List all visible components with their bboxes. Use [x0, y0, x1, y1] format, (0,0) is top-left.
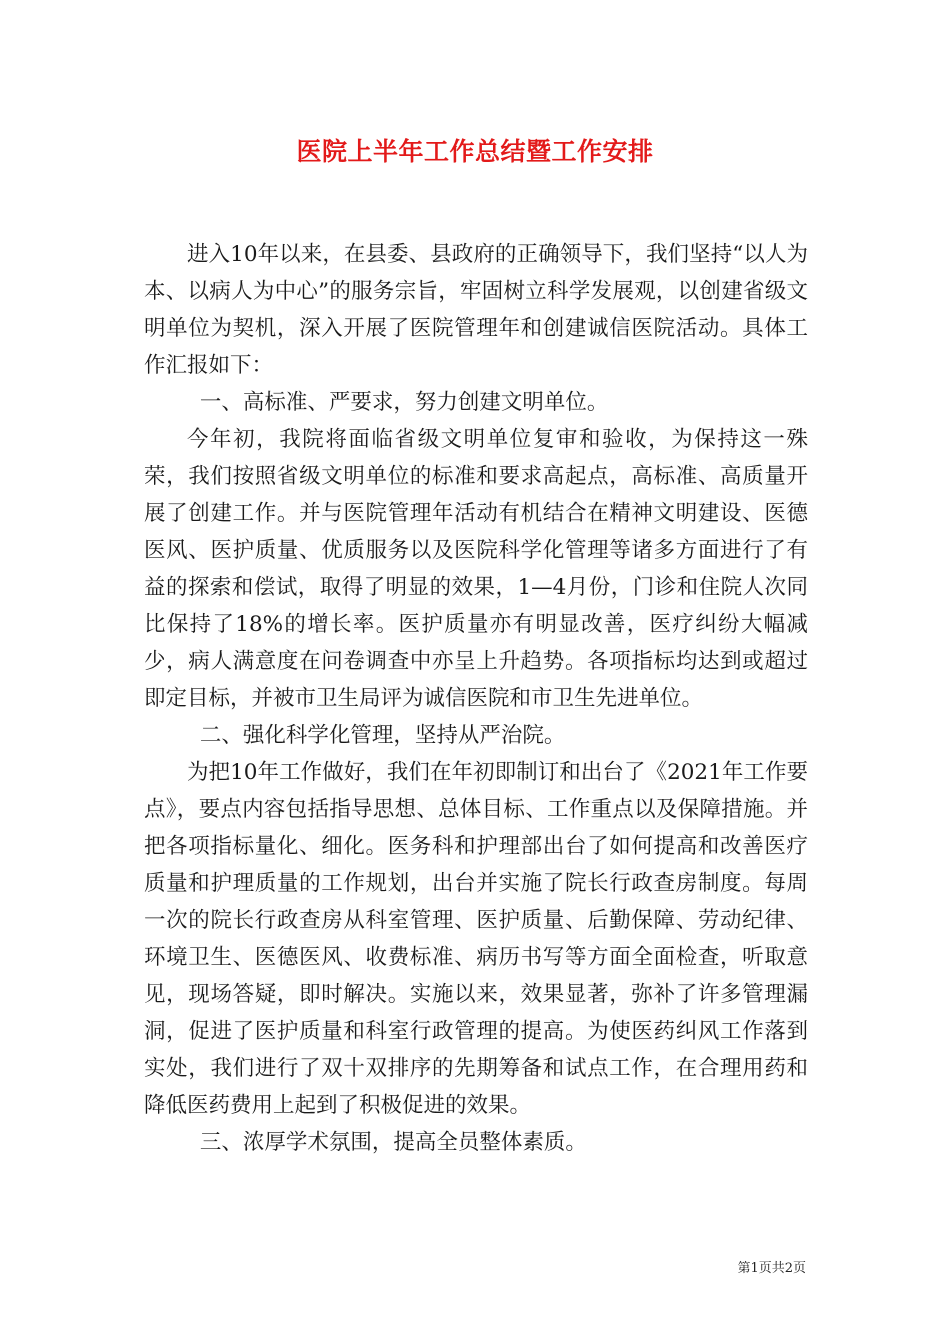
page-number: 第1页共2页 — [737, 1261, 806, 1276]
section-heading-1: 一、高标准、严要求，努力创建文明单位。 — [199, 390, 609, 415]
intro-paragraph: 进入10年以来，在县委、县政府的正确领导下，我们坚持“以人为本、以病人为中心”的服务宗旨，牢固树立科学发展观，以创建省级文明单位为契机，深入开展了医院管理年和创建诚信医院活动。具体工作汇报如下： — [144, 242, 808, 378]
section-heading-2: 二、强化科学化管理，坚持从严治院。 — [199, 723, 566, 748]
section-1-paragraph: 今年初，我院将面临省级文明单位复审和验收，为保持这一殊荣，我们按照省级文明单位的标准和要求高起点，高标准、高质量开展了创建工作。并与医院管理年活动有机结合在精神文明建设、医德医风、医护质量、优质服务以及医院科学化管理等诸多方面进行了有益的探索和偿试，取得了明显的效果，1—4月份，门诊和住院人次同比保持了18%的增长率。医护质量亦有明显改善，医疗纠纷大幅减少，病人满意度在问卷调查中亦呈上升趋势。各项指标均达到或超过即定目标，并被市卫生局评为诚信医院和市卫生先进单位。 — [144, 427, 808, 711]
document-body — [144, 236, 808, 1161]
section-heading-3: 三、浓厚学术氛围，提高全员整体素质。 — [199, 1130, 587, 1155]
section-2-paragraph: 为把10年工作做好，我们在年初即制订和出台了《2021年工作要点》，要点内容包括指导思想、总体目标、工作重点以及保障措施。并把各项指标量化、细化。医务科和护理部出台了如何提高和改善医疗质量和护理质量的工作规划，出台并实施了院长行政查房制度。每周一次的院长行政查房从科室管理、医护质量、后勤保障、劳动纪律、环境卫生、医德医风、收费标准、病历书写等方面全面检查，听取意见，现场答疑，即时解决。实施以来，效果显著，弥补了许多管理漏洞，促进了医护质量和科室行政管理的提高。为使医药纠风工作落到实处，我们进行了双十双排序的先期筹备和试点工作，在合理用药和降低医药费用上起到了积极促进的效果。 — [144, 760, 808, 1118]
page-title: 医院上半年工作总结暨工作安排 — [296, 137, 654, 166]
